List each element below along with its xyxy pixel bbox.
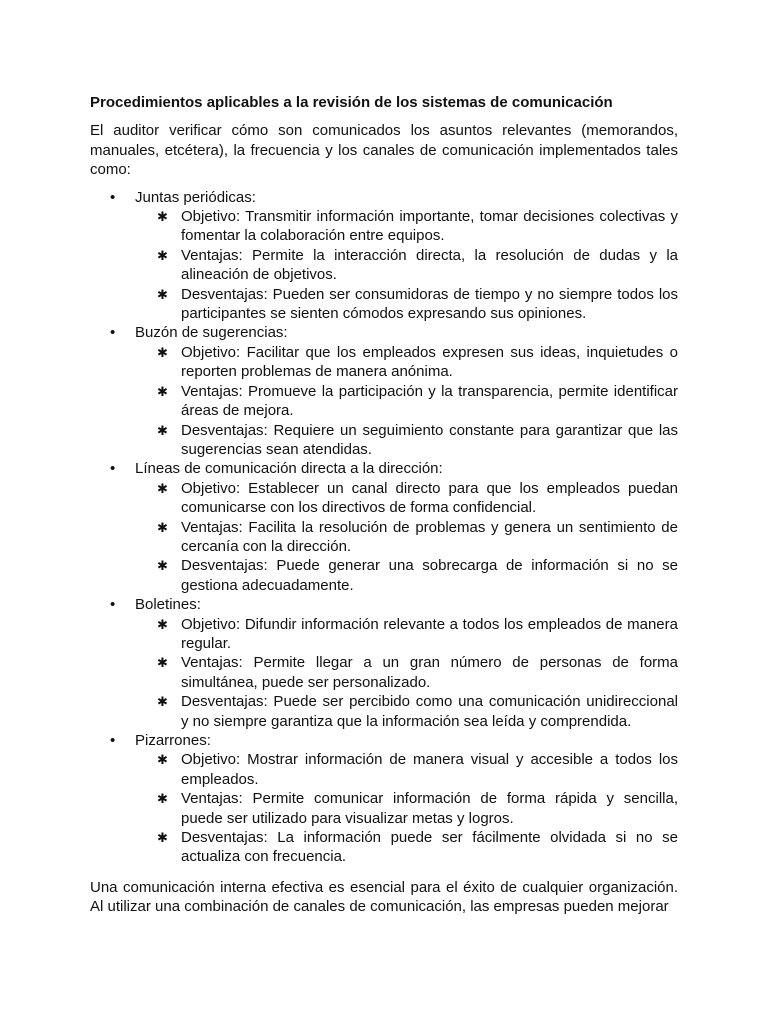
bullet-icon: • (110, 596, 116, 614)
channel-label: Líneas de comunicación directa a la dirección: (135, 460, 443, 478)
asterisk-bullet-icon: ✱ (157, 655, 168, 671)
asterisk-bullet-icon: ✱ (157, 209, 168, 225)
sublist (135, 479, 678, 595)
asterisk-bullet-icon: ✱ (157, 752, 168, 768)
bullet-icon: • (110, 188, 116, 206)
sublist-item: ✱ Desventajas: Requiere un seguimiento constante para garantizar que las sugerencias sean atendidas. (157, 421, 678, 458)
sublist-item: ✱ Ventajas: Permite comunicar información de forma rápida y sencilla, puede ser utilizado para visualizar metas y logros. (157, 790, 678, 827)
channel-label: Juntas periódicas: (135, 188, 256, 206)
closing-paragraph: Una comunicación interna efectiva es esencial para el éxito de cualquier organización. Al utilizar una combinación de canales de comunicación, las empresas pueden mejorar (90, 878, 678, 916)
channel-label: Boletines: (135, 596, 201, 614)
list-item (90, 188, 678, 324)
asterisk-bullet-icon: ✱ (157, 344, 168, 360)
bullet-icon: • (110, 460, 116, 478)
asterisk-bullet-icon: ✱ (157, 519, 168, 535)
list-item (90, 323, 678, 459)
intro-paragraph: El auditor verificar cómo son comunicados los asuntos relevantes (memorandos, manuales, etcétera), la frecuencia y los canales de comunicación implementados tales como: (90, 122, 678, 179)
asterisk-bullet-icon: ✱ (157, 286, 168, 302)
sublist-item: ✱ Ventajas: Facilita la resolución de problemas y genera un sentimiento de cercanía con la dirección. (157, 518, 678, 555)
sublist-item: ✱ Objetivo: Establecer un canal directo para que los empleados puedan comunicarse con los directivos de forma confidencial. (157, 479, 678, 517)
sublist (135, 615, 678, 731)
sublist-item: ✱ Ventajas: Permite la interacción directa, la resolución de dudas y la alineación de objetivos. (157, 246, 678, 284)
channel-list (90, 188, 678, 867)
asterisk-bullet-icon: ✱ (157, 247, 168, 263)
bullet-icon: • (110, 732, 116, 749)
asterisk-bullet-icon: ✱ (157, 791, 168, 807)
sublist-item: ✱ Ventajas: Promueve la participación y la transparencia, permite identificar áreas de mejora. (157, 382, 678, 420)
list-item (90, 731, 678, 867)
sublist-item: ✱ Objetivo: Transmitir información importante, tomar decisiones colectivas y fomentar la colaboración entre equipos. (157, 208, 678, 245)
asterisk-bullet-icon: ✱ (157, 830, 168, 846)
bullet-icon: • (110, 324, 116, 342)
list-item (90, 595, 678, 731)
asterisk-bullet-icon: ✱ (157, 616, 168, 632)
asterisk-bullet-icon: ✱ (157, 694, 168, 710)
asterisk-bullet-icon: ✱ (157, 383, 168, 399)
asterisk-bullet-icon: ✱ (157, 558, 168, 574)
document-page (90, 93, 678, 917)
asterisk-bullet-icon: ✱ (157, 422, 168, 438)
sublist (135, 750, 678, 866)
section-heading: Procedimientos aplicables a la revisión de los sistemas de comunicación (90, 94, 613, 111)
sublist (135, 343, 678, 459)
sublist-item: ✱ Objetivo: Difundir información relevante a todos los empleados de manera regular. (157, 615, 678, 652)
sublist-item: ✱ Desventajas: La información puede ser fácilmente olvidada si no se actualiza con frecuencia. (157, 829, 678, 866)
sublist-item: ✱ Desventajas: Puede generar una sobrecarga de información si no se gestiona adecuadamente. (157, 557, 678, 594)
channel-label: Pizarrones: (135, 732, 211, 749)
sublist (135, 207, 678, 323)
sublist-item: ✱ Objetivo: Mostrar información de manera visual y accesible a todos los empleados. (157, 751, 678, 788)
asterisk-bullet-icon: ✱ (157, 480, 168, 496)
channel-label: Buzón de sugerencias: (135, 324, 288, 342)
sublist-item: ✱ Ventajas: Permite llegar a un gran número de personas de forma simultánea, puede ser personalizado. (157, 654, 678, 691)
sublist-item: ✱ Objetivo: Facilitar que los empleados expresen sus ideas, inquietudes o reporten problemas de manera anónima. (157, 343, 678, 381)
sublist-item: ✱ Desventajas: Pueden ser consumidoras de tiempo y no siempre todos los participantes se sienten cómodos expresando sus opiniones. (157, 285, 678, 323)
sublist-item: ✱ Desventajas: Puede ser percibido como una comunicación unidireccional y no siempre garantiza que la información sea leída y comprendida. (157, 693, 678, 730)
list-item (90, 459, 678, 595)
